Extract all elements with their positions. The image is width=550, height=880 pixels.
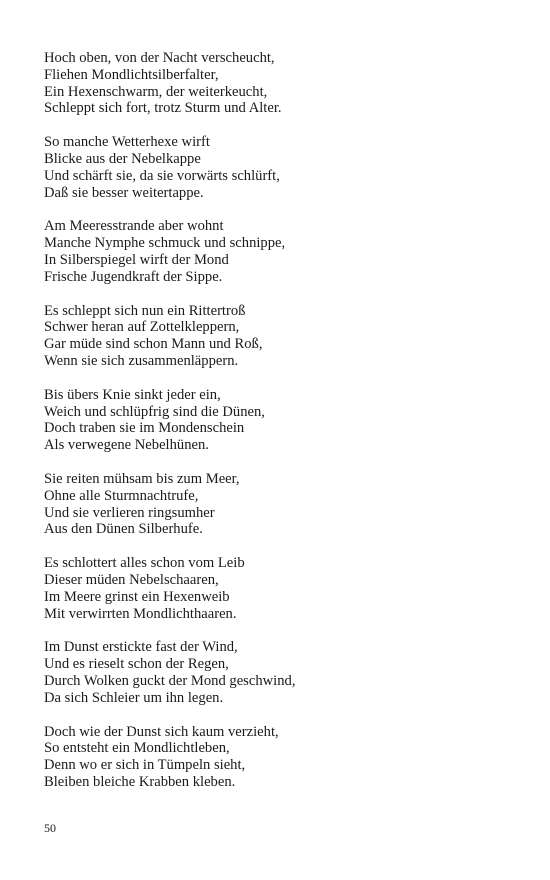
page-number: 50 [44, 821, 56, 835]
poem-line: So manche Wetterhexe wirft [44, 134, 210, 151]
stanza-4 [44, 303, 524, 370]
poem-line: Bis übers Knie sinkt jeder ein, [44, 386, 221, 403]
poem-line: Daß sie besser weitertappe. [44, 184, 204, 201]
poem-line: Dieser müden Nebelschaaren, [44, 571, 219, 588]
poem-line: Ohne alle Sturmnachtrufe, [44, 487, 199, 504]
stanza-7 [44, 555, 524, 622]
poem-line: Fliehen Mondlichtsilberfalter, [44, 66, 219, 83]
poem-line: Im Meere grinst ein Hexenweib [44, 588, 230, 605]
poem-line: Bleiben bleiche Krabben kleben. [44, 773, 236, 790]
poem-line: Und es rieselt schon der Regen, [44, 656, 229, 673]
poem-line: Wenn sie sich zusammenläppern. [44, 352, 239, 369]
poem-line: Es schlottert alles schon vom Leib [44, 555, 245, 572]
poem-line: Gar müde sind schon Mann und Roß, [44, 336, 263, 353]
poem-line: Frische Jugendkraft der Sippe. [44, 268, 223, 285]
stanza-8 [44, 639, 524, 706]
stanza-9 [44, 724, 524, 791]
poem-line: Hoch oben, von der Nacht verscheucht, [44, 50, 275, 66]
poem-line: So entsteht ein Mondlichtleben, [44, 740, 230, 757]
poem-line: Weich und schlüpfrig sind die Dünen, [44, 403, 265, 420]
poem-line: Doch wie der Dunst sich kaum verzieht, [44, 723, 279, 740]
poem-line: Manche Nymphe schmuck und schnippe, [44, 235, 286, 252]
poem-line: Mit verwirrten Mondlichthaaren. [44, 605, 237, 622]
poem-line: Und schärft sie, da sie vorwärts schlürft, [44, 167, 280, 184]
poem-line: Da sich Schleier um ihn legen. [44, 689, 224, 706]
poem-line: Und sie verlieren ringsumher [44, 504, 215, 521]
stanza-6 [44, 471, 524, 538]
poem-line: Schwer heran auf Zottelkleppern, [44, 319, 240, 336]
poem-line: Am Meeresstrande aber wohnt [44, 218, 224, 235]
stanza-5 [44, 387, 524, 454]
poem-line: Denn wo er sich in Tümpeln sieht, [44, 757, 246, 774]
poem-line: Blicke aus der Nebelkappe [44, 150, 201, 167]
poem-line: Schleppt sich fort, trotz Sturm und Alter. [44, 100, 282, 117]
poem-line: Als verwegene Nebelhünen. [44, 437, 209, 454]
stanza-3 [44, 218, 524, 285]
poem-line: Aus den Dünen Silberhufe. [44, 521, 203, 538]
poem-line: In Silberspiegel wirft der Mond [44, 251, 229, 268]
poem-line: Ein Hexenschwarm, der weiterkeucht, [44, 83, 268, 100]
poem-line: Durch Wolken guckt der Mond geschwind, [44, 672, 296, 689]
poem-line: Doch traben sie im Mondenschein [44, 420, 245, 437]
stanza-1 [44, 50, 524, 117]
poem-line: Sie reiten mühsam bis zum Meer, [44, 470, 240, 487]
poem-line: Es schleppt sich nun ein Rittertroß [44, 302, 246, 319]
poem-body [44, 50, 524, 808]
stanza-2 [44, 134, 524, 201]
poem-line: Im Dunst erstickte fast der Wind, [44, 639, 238, 656]
